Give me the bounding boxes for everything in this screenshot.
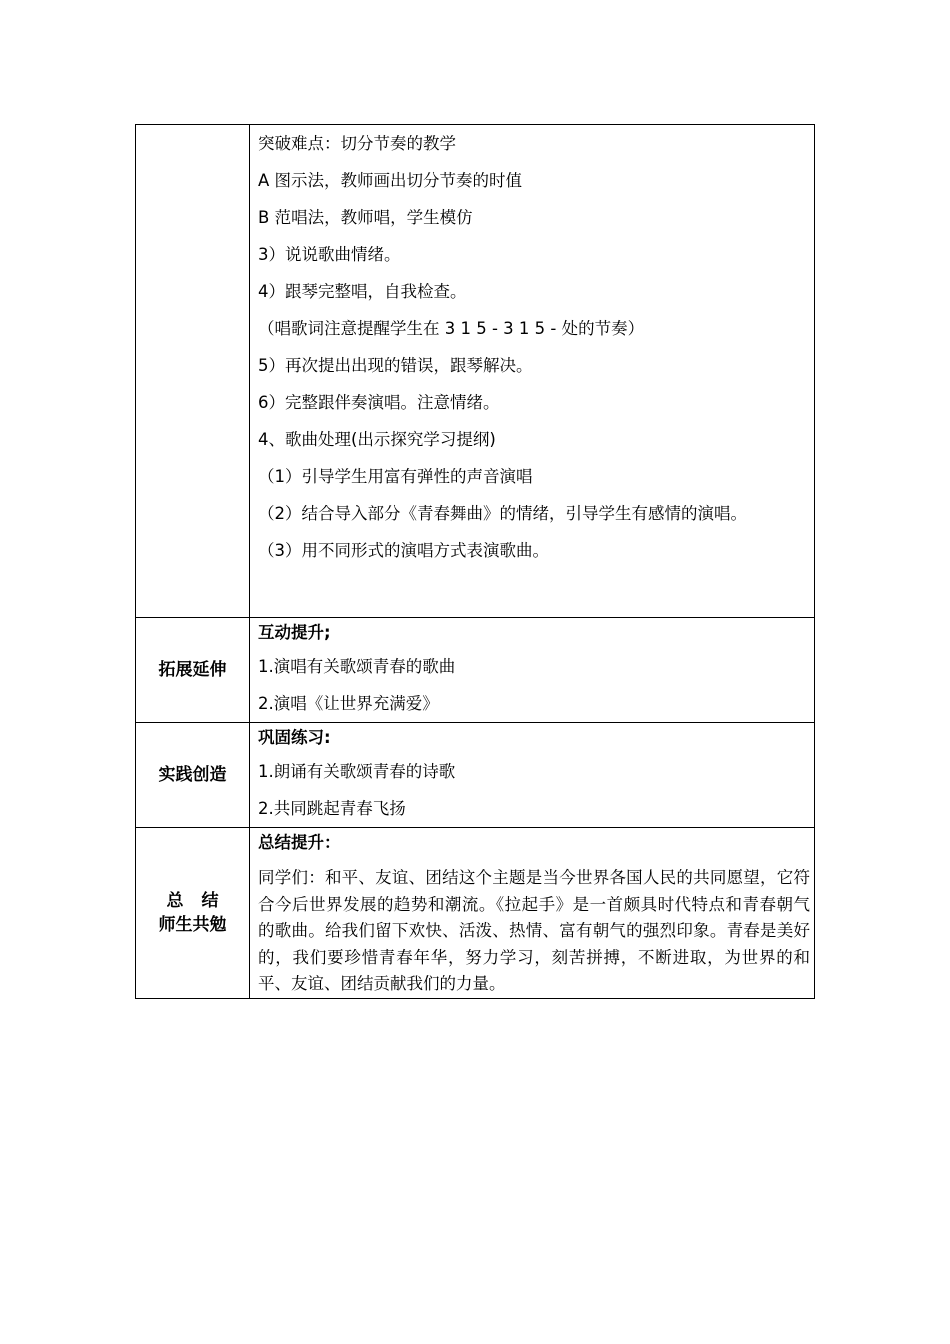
list-item: 1.演唱有关歌颂青春的歌曲 (258, 657, 456, 676)
section-heading: 互动提升; (258, 623, 331, 642)
table-row-extension (136, 618, 815, 723)
lesson-plan-table (135, 124, 815, 999)
list-item: 6）完整跟伴奏演唱。注意情绪。 (258, 393, 500, 412)
summary-cell (250, 828, 815, 999)
list-item: （2）结合导入部分《青春舞曲》的情绪，引导学生有感情的演唱。 (258, 504, 747, 523)
list-item: （唱歌词注意提醒学生在 3 1 5 - 3 1 5 - 处的节奏） (258, 319, 645, 338)
list-item: 1.朗诵有关歌颂青春的诗歌 (258, 762, 456, 781)
list-item: 2.演唱《让世界充满爱》 (258, 694, 439, 713)
list-item: 4）跟琴完整唱，自我检查。 (258, 282, 467, 301)
summary-label-line1: 总结 (166, 890, 237, 911)
teaching-steps-cell (250, 125, 815, 618)
list-item: 5）再次提出出现的错误，跟琴解决。 (258, 356, 533, 375)
row-label-extension: 拓展延伸 (136, 618, 250, 723)
section-heading: 巩固练习: (258, 728, 331, 747)
table-row-practice (136, 723, 815, 828)
row-label-summary (136, 828, 250, 999)
list-item: （3）用不同形式的演唱方式表演歌曲。 (258, 541, 549, 560)
summary-paragraph: 同学们：和平、友谊、团结这个主题是当今世界各国人民的共同愿望，它符合今后世界发展的趋势和潮流。《拉起手》是一首颇具时代特点和青春朝气的歌曲。给我们留下欢快、活泼、热情、富有朝气的强烈印象。青春是美好的，我们要珍惜青春年华，努力学习，刻苦拼搏，不断进取，为世界的和平、友谊、团结贡献我们的力量。 (258, 868, 810, 993)
section-heading: 总结提升： (258, 833, 341, 852)
extension-cell (250, 618, 815, 723)
row-label-practice: 实践创造 (136, 723, 250, 828)
table-row-summary (136, 828, 815, 999)
list-item: B 范唱法，教师唱，学生模仿 (258, 208, 473, 227)
list-item: （1）引导学生用富有弹性的声音演唱 (258, 467, 533, 486)
row-label-empty (136, 125, 250, 618)
list-item: 突破难点：切分节奏的教学 (258, 134, 456, 153)
summary-label-line2: 师生共勉 (158, 914, 227, 935)
list-item: 4、歌曲处理(出示探究学习提纲) (258, 430, 496, 449)
list-item: 2.共同跳起青春飞扬 (258, 799, 406, 818)
table-row-teaching-steps (136, 125, 815, 618)
list-item: 3）说说歌曲情绪。 (258, 245, 401, 264)
practice-cell (250, 723, 815, 828)
list-item: A 图示法，教师画出切分节奏的时值 (258, 171, 523, 190)
